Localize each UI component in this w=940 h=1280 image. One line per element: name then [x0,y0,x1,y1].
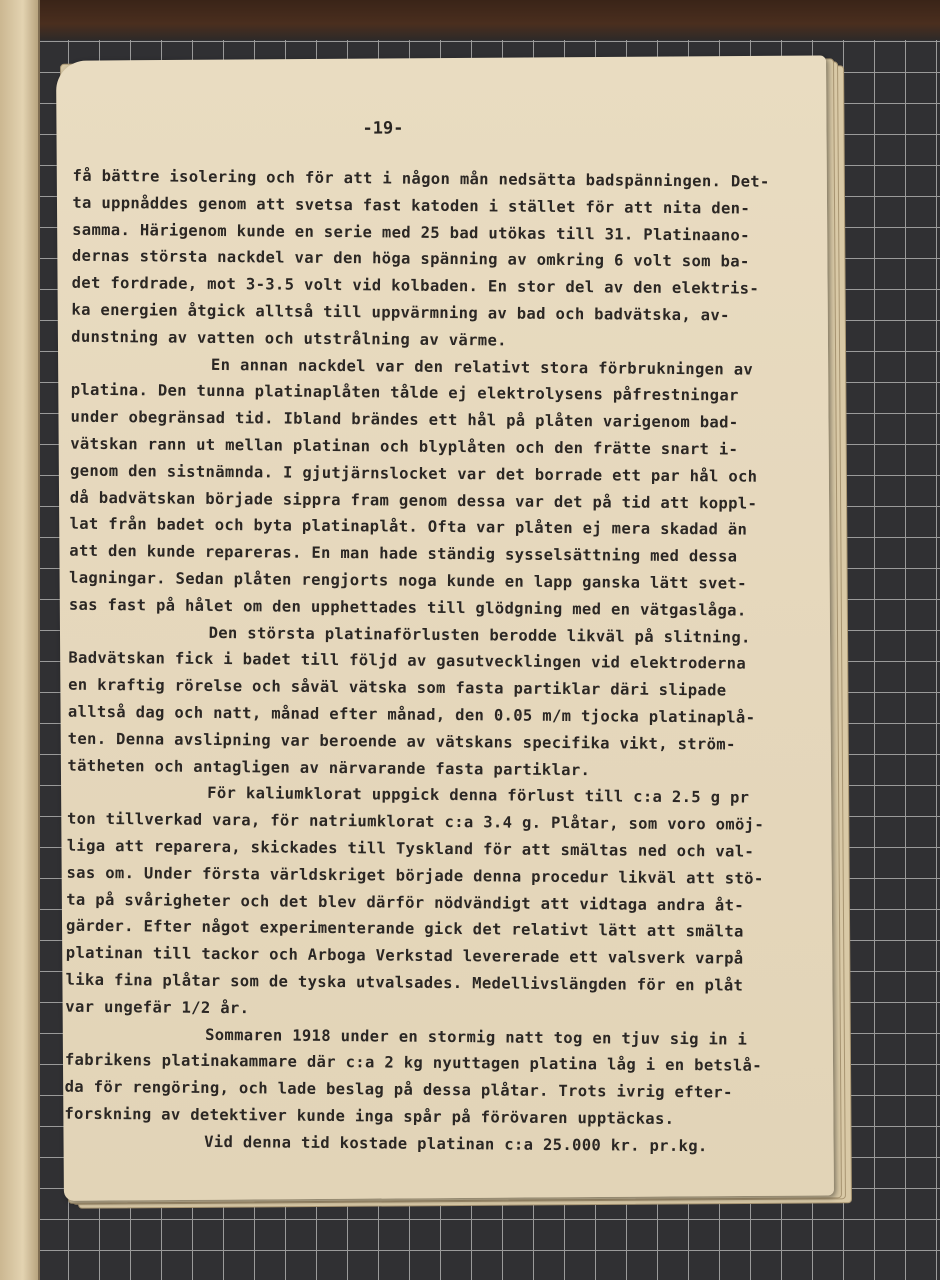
text-line: dernas största nackdel var den höga spänning av omkring 6 volt som ba- [71,247,750,271]
page-number: -19- [362,118,404,139]
left-page-edge [0,0,40,1280]
text-line: lat från badet och byta platinaplåt. Ofta var plåten ej mera skadad än [69,515,748,539]
text-line: tätheten och antagligen av närvarande fasta partiklar. [67,756,591,779]
text-line: Vid denna tid kostade platinan c:a 25.000 kr. pr.kg. [204,1132,708,1155]
text-line: ten. Denna avslipning var beroende av vätskans specifika vikt, ström- [67,729,736,754]
text-line: vätskan rann ut mellan platinan och blyplåten och den frätte snart i- [70,434,739,459]
text-line: samma. Härigenom kunde en serie med 25 bad utökas till 31. Platinaano- [72,220,750,245]
document-page-stack [56,55,864,1209]
text-line: En annan nackdel var den relativt stora förbrukningen av [210,355,754,379]
text-line: alltså dag och natt, månad efter månad, den 0.05 m/m tjocka platinaplå- [67,702,756,727]
text-line: platinan till tackor och Arboga Verkstad levererade ett valsverk varpå [65,943,744,968]
text-line: ka energien åtgick alltså till uppvärmning av bad och badvätska, av- [71,300,730,325]
text-line: ta på svårigheter och det blev därför nödvändigt att vidtaga andra åt- [66,890,745,915]
text-line: en kraftig rörelse och såväl vätska som fasta partiklar däri slipade [68,675,727,700]
text-line: Badvätskan fick i badet till följd av gasutvecklingen vid elektroderna [68,649,747,673]
text-line: få bättre isolering och för att i någon mån nedsätta badspänningen. Det- [72,166,770,191]
text-line: lika fina plåtar som de tyska utvalsades. Medellivslängden för en plåt [65,970,744,995]
text-line: fabrikens platinakammare där c:a 2 kg nyuttagen platina låg i en betslå- [64,1050,763,1076]
text-line: gärder. Efter något experimenterande gick det relativt lätt att smälta [65,916,744,941]
text-line: dunstning av vatten och utstrålning av värme. [71,327,507,350]
text-line: sas fast på hålet om den upphettades till glödgning med en vätgaslåga. [68,595,747,620]
text-line: var ungefär 1/2 år. [65,997,250,1017]
text-line: det fordrade, mot 3-3.5 volt vid kolbaden. En stor del av den elektris- [71,273,760,298]
text-line: forskning av detektiver kunde inga spår på förövaren upptäckas. [64,1104,675,1128]
text-line: under obegränsad tid. Ibland brändes ett hål på plåten varigenom bad- [70,407,739,432]
document-page [56,55,834,1200]
text-line: platina. Den tunna platinaplåten tålde ej elektrolysens påfrestningar [70,381,739,405]
text-line: För kaliumklorat uppgick denna förlust till c:a 2.5 g pr [207,784,750,807]
text-line: liga att reparera, skickades till Tyskland för att smältas ned och val- [66,836,755,861]
body-text [64,163,817,1161]
text-line: ton tillverkad vara, för natriumklorat c:a 3.4 g. Plåtar, som voro omöj- [66,809,765,834]
text-line: Sommaren 1918 under en stormig natt tog en tjuv sig in i [205,1025,748,1049]
text-line: ta uppnåddes genom att svetsa fast katoden i stället för att nita den- [72,193,751,218]
text-line: genom den sistnämnda. I gjutjärnslocket var det borrade ett par hål och [69,461,758,486]
text-line: da för rengöring, och lade beslag på dessa plåtar. Trots ivrig efter- [64,1077,733,1102]
text-line: att den kunde repareras. En man hade ständig sysselsättning med dessa [69,541,738,566]
text-line: lagningar. Sedan plåten rengjorts noga kunde en lapp ganska lätt svet- [69,568,747,593]
text-line: då badvätskan började sippra fram genom dessa var det på tid att koppl- [69,488,758,513]
text-line: Den största platinaförlusten berodde likväl på slitning. [208,623,751,647]
text-line: sas om. Under första världskriget började denna procedur likväl att stö- [66,863,764,888]
wooden-table-edge [0,0,940,40]
